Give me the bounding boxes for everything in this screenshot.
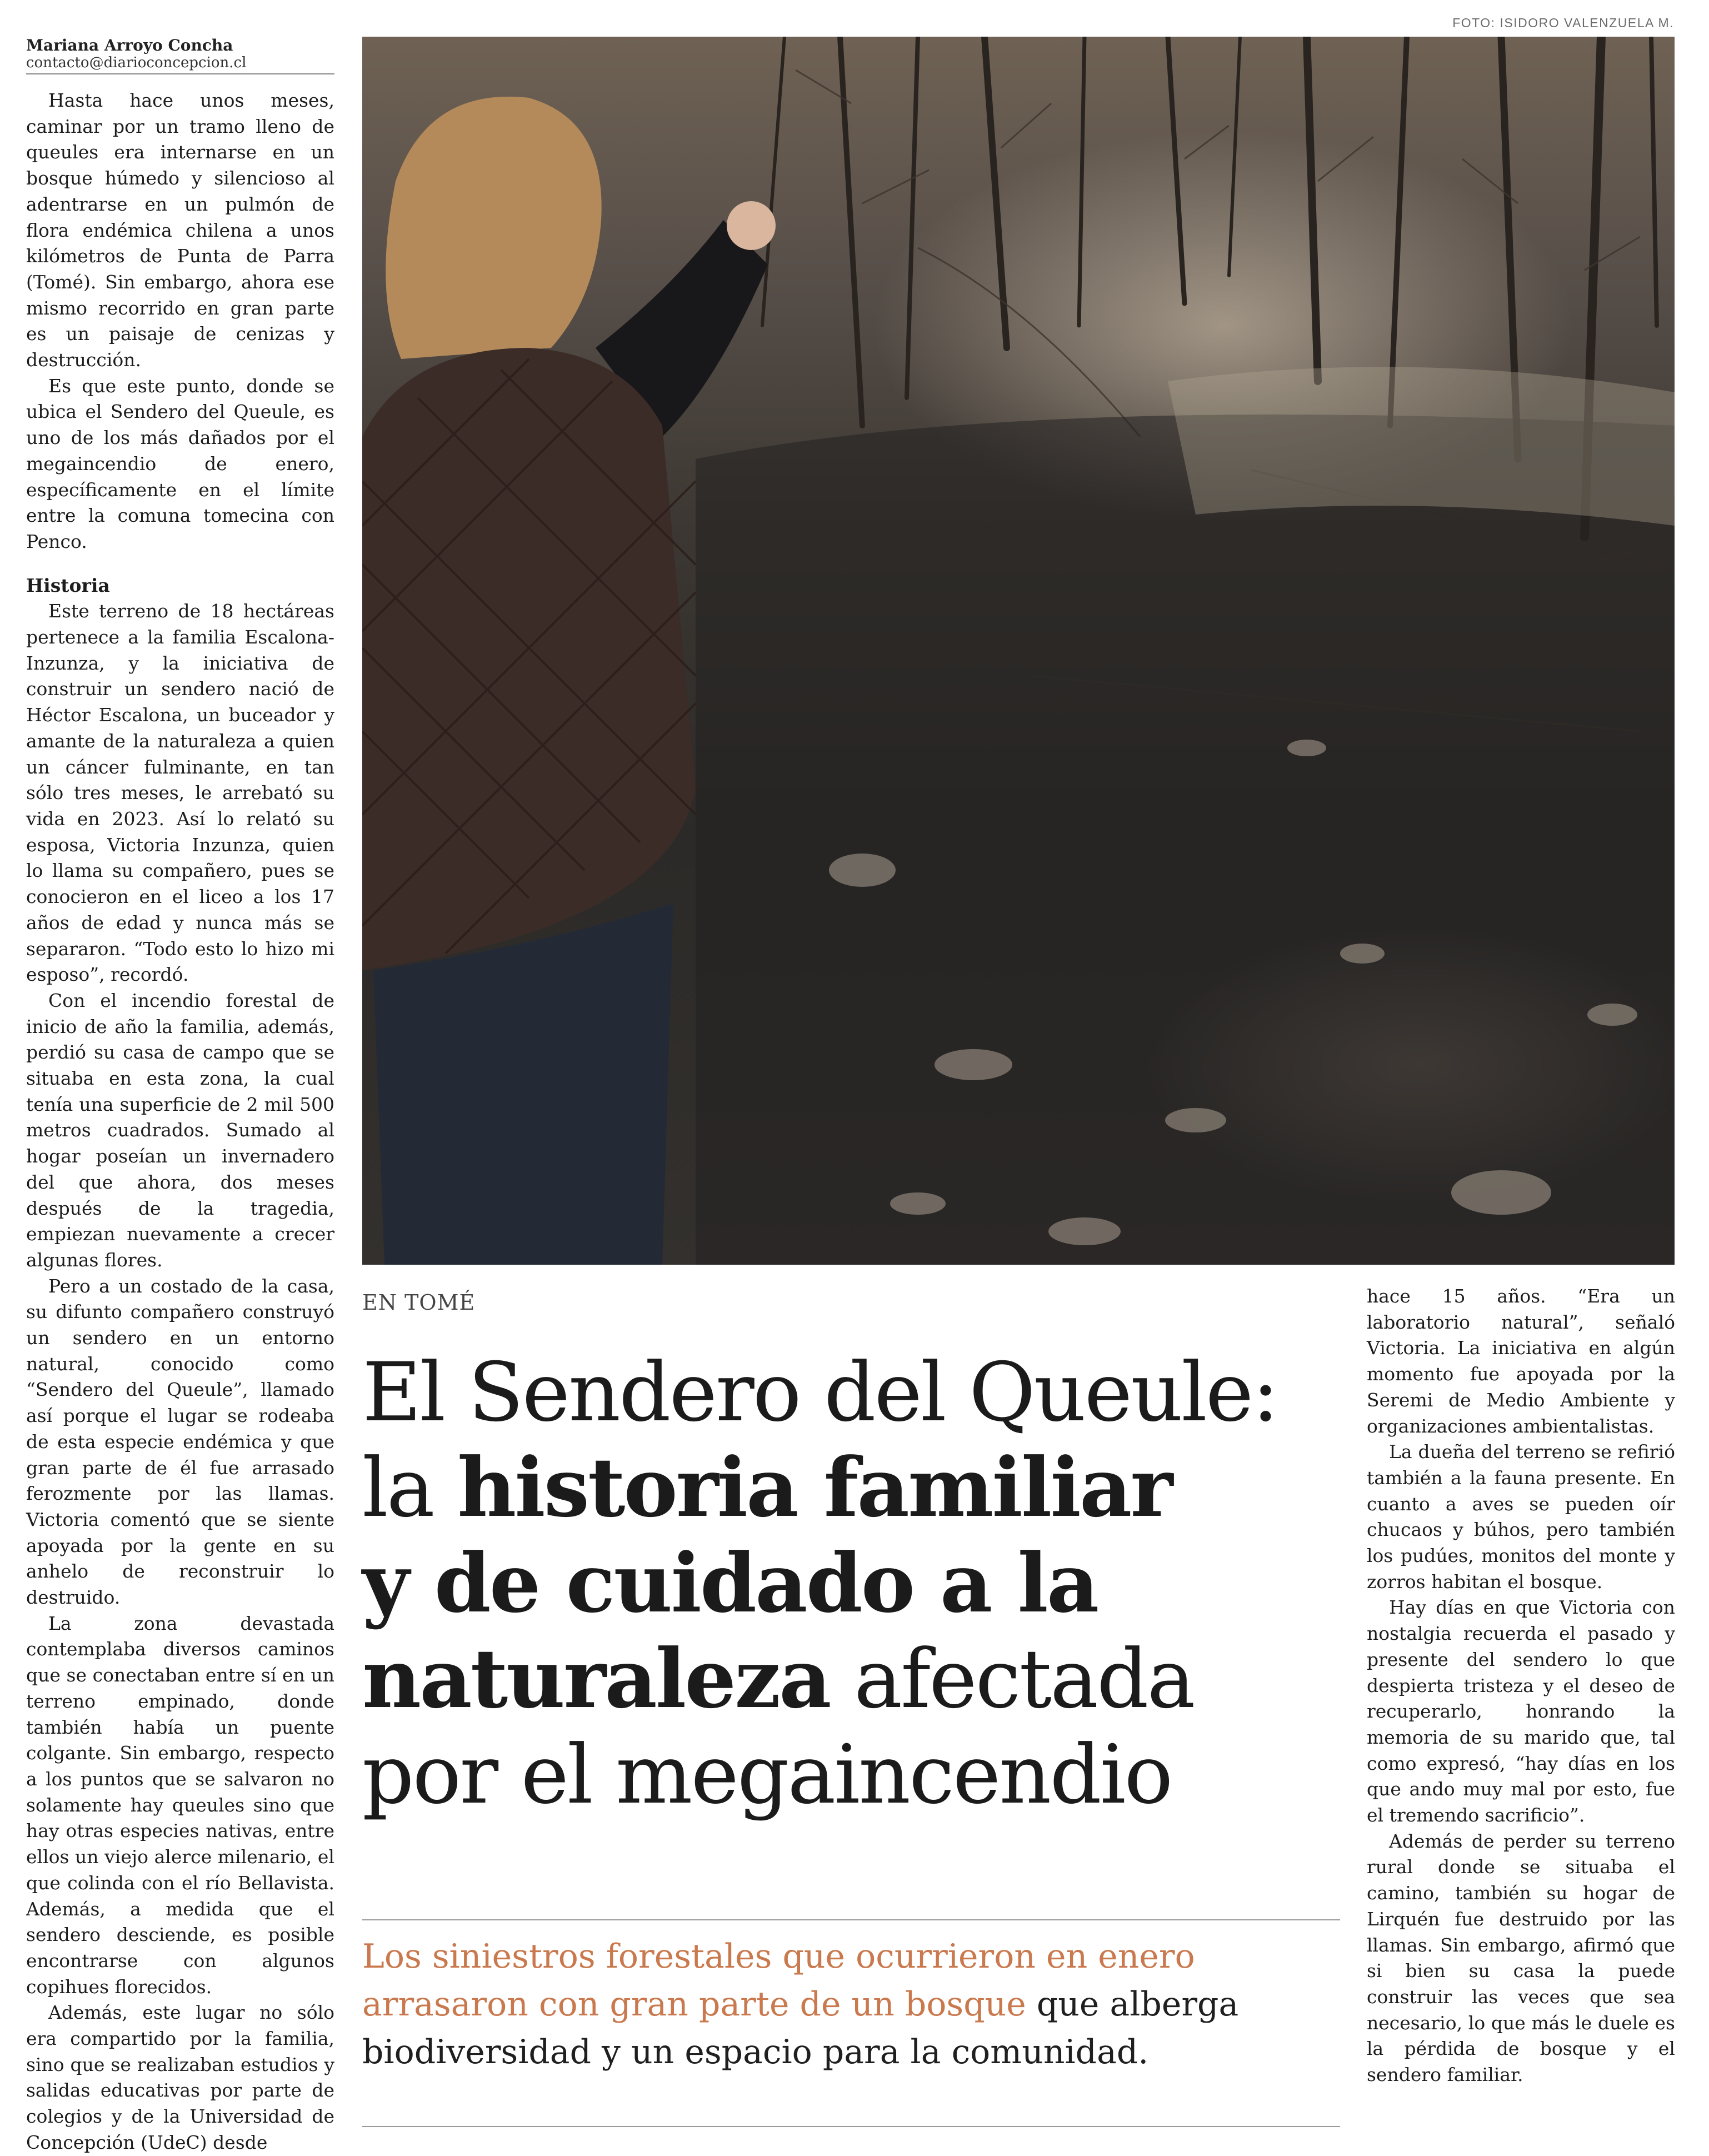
headline xyxy=(362,1345,1351,1823)
paragraph: Además de perder su terreno rural donde se situaba el camino, también su hogar de Lirquén fue destruido por las llamas. Sin embargo, afirmó que si bien su casa la puede construir las veces que sea necesario, lo que más le duele es la pérdida de bosque y el sendero familiar. xyxy=(1367,1830,1675,2086)
headline-segment: historia familiar xyxy=(457,1440,1172,1535)
headline-segment: la xyxy=(362,1441,458,1535)
bottom-divider xyxy=(362,2126,1340,2127)
paragraph: Hay días en que Victoria con nostalgia recuerda el pasado y presente del sendero lo que despierta tristeza y el deseo de recuperarlo, honrando la memoria de su marido que, tal como expresó, “hay días en los que ando muy mal por esto, fue el tremendo sacrificio”. xyxy=(1367,1596,1675,1826)
deck-rest: que alberga biodiversidad y un espacio para la comunidad. xyxy=(362,1985,1239,2072)
paragraph: La dueña del terreno se refirió también a la fauna presente. En cuanto a aves se pueden oír chucaos y búhos, pero también los pudúes, monitos del monte y zorros habitan el bosque. xyxy=(1367,1441,1675,1593)
headline-segment: afectada xyxy=(829,1632,1194,1726)
headline-line xyxy=(362,1631,1351,1727)
right-column xyxy=(1367,1284,1675,2088)
paragraph: Pero a un costado de la casa, su difunto compañero construyó un sendero en un entorno natural, conocido como “Sendero del Queule”, llamado así porque el lugar se rodeaba de esta especie endémica y que gran parte de él fue arrasado ferozmente por las llamas. Victoria comentó que se siente apoyada por la gente en su anhelo de reconstruir lo destruido. xyxy=(26,1275,334,1609)
paragraph: La zona devastada contemplaba diversos caminos que se conectaban entre sí en un terreno empinado, donde también había un puente colgante. Sin embargo, respecto a los puntos que se salvaron no solamente hay queules sino que hay otras especies nativas, entre ellos un viejo alerce milenario, el que colinda con el río Bellavista. Además, a medida que el sendero desciende, es posible encontrarse con algunos copihues florecidos. xyxy=(26,1612,334,1998)
byline-divider xyxy=(26,73,334,74)
left-column xyxy=(26,88,334,2156)
headline-divider xyxy=(362,1919,1340,1920)
deck-accent: Los siniestros forestales que ocurrieron en enero arrasaron con gran parte de un bosque xyxy=(362,1937,1195,2024)
paragraph: Es que este punto, donde se ubica el Sendero del Queule, es uno de los más dañados por el megaincendio de enero, específicamente en el límite entre la comuna tomecina con Penco. xyxy=(26,375,334,552)
paragraph: Hasta hace unos meses, caminar por un tramo lleno de queules era internarse en un bosque húmedo y silencioso al adentrarse en un pulmón de flora endémica chilena a unos kilómetros de Punta de Parra (Tomé). Sin embargo, ahora ese mismo recorrido en gran parte es un paisaje de cenizas y destrucción. xyxy=(26,89,334,371)
headline-segment: naturaleza xyxy=(362,1631,830,1726)
paragraph: Además, este lugar no sólo era compartido por la familia, sino que se realizaban estudios y salidas educativas por parte de colegios y de la Universidad de Concepción (UdeC) desde xyxy=(26,2002,334,2153)
burned-forest-scene xyxy=(362,37,1675,1265)
deck xyxy=(362,1933,1340,2076)
article-photo xyxy=(362,37,1675,1265)
paragraph: Este terreno de 18 hectáreas pertenece a la familia Escalona-Inzunza, y la iniciativa de construir un sendero nació de Héctor Escalona, un buceador y amante de la naturaleza a quien un cáncer fulminante, en tan sólo tres meses, le arrebató su vida en 2023. Así lo relató su esposa, Victoria Inzunza, quien lo llama su compañero, pues se conocieron en el liceo a los 17 años de edad y nunca más se separaron. “Todo esto lo hizo mi esposo”, recordó. xyxy=(26,600,334,986)
author-name: Mariana Arroyo Concha xyxy=(26,36,233,54)
headline-line xyxy=(362,1440,1351,1536)
byline xyxy=(26,37,334,71)
paragraph: Con el incendio forestal de inicio de año la familia, además, perdió su casa de campo que se situaba en esta zona, la cual tenía una superficie de 2 mil 500 metros cuadrados. Sumado al hogar poseían un invernadero del que ahora, dos meses después de la tragedia, empiezan nuevamente a crecer algunas flores. xyxy=(26,989,334,1271)
headline-line: El Sendero del Queule: xyxy=(362,1345,1278,1440)
author-email[interactable]: contacto@diarioconcepcion.cl xyxy=(26,54,247,71)
headline-line: por el megaincendio xyxy=(362,1728,1172,1822)
paragraph: hace 15 años. “Era un laboratorio natural”, señaló Victoria. La iniciativa en algún momento fue apoyada por la Seremi de Medio Ambiente y organizaciones ambientalistas. xyxy=(1367,1285,1675,1437)
photo-credit: FOTO: ISIDORO VALENZUELA M. xyxy=(1452,16,1674,30)
kicker: EN TOMÉ xyxy=(362,1290,476,1315)
subheading: Historia xyxy=(26,574,110,596)
person-hair xyxy=(386,97,601,359)
headline-line: y de cuidado a la xyxy=(362,1536,1098,1631)
